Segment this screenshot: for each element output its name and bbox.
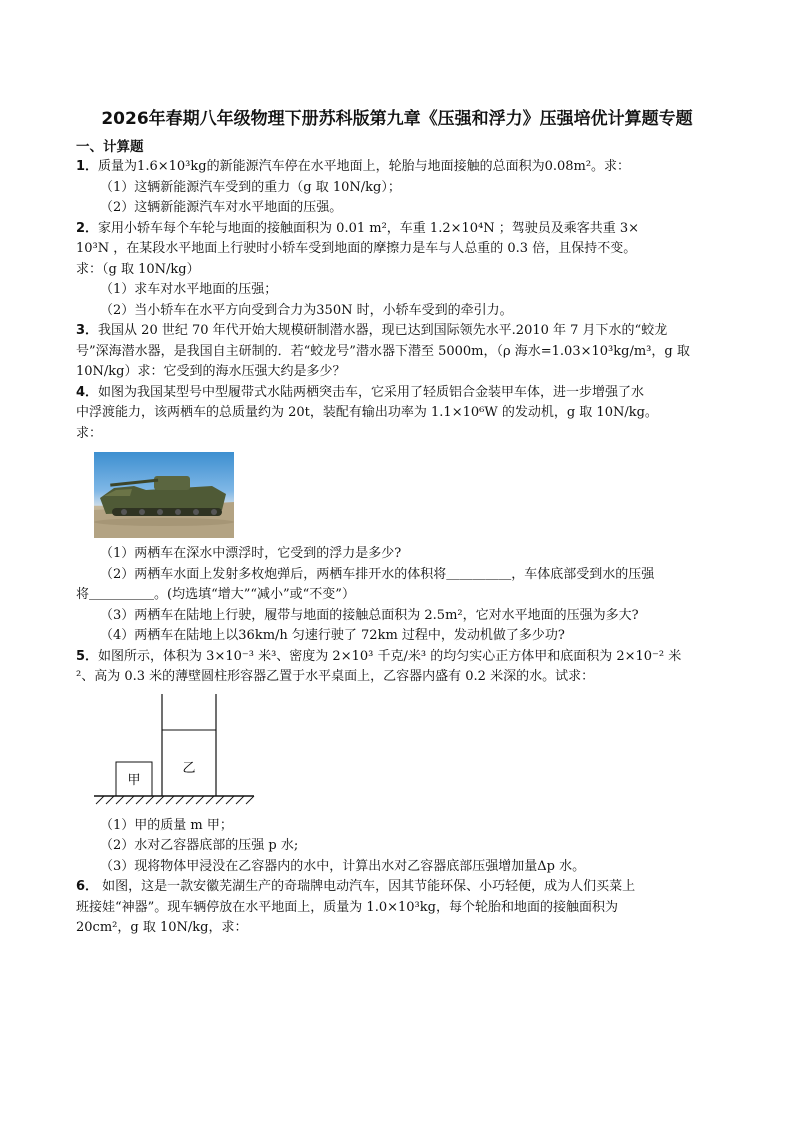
sub-question: （3）现将物体甲浸没在乙容器内的水中，计算出水对乙容器底部压强增加量Δp 水。 [100,858,586,874]
question-number: 1． [76,159,99,174]
question-stem-line: 中浮渡能力，该两栖车的总质量约为 20t，装配有输出功率为 1.1×10⁶W 的发动机，g 取 10N/kg。 [76,405,658,420]
question-3 [76,321,716,383]
question-number: 6． [76,879,99,894]
question-stem-line: 号”深海潜水器，是我国自主研制的．若“蛟龙号”潜水器下潜至 5000m，（ρ 海水=1.03×10³kg/m³，g 取 [76,343,690,359]
sub-question: （2）水对乙容器底部的压强 p 水; [100,838,299,853]
section-heading: 一、计算题 [76,139,144,155]
question-stem-line: 求：（g 取 10N/kg） [76,261,200,277]
question-stem-line: 20cm²，g 取 10N/kg，求： [76,920,248,935]
sub-question: （2）两栖车水面上发射多枚炮弹后，两栖车排开水的体积将＿＿＿＿＿，车体底部受到水的压强 [100,566,655,582]
question-1 [76,157,716,219]
question-stem: 如图所示，体积为 3×10⁻³ 米³、密度为 2×10³ 千克/米³ 的均匀实心正方体甲和底面积为 2×10⁻² 米 [98,648,682,664]
tank-illustration [94,452,234,538]
label-yi: 乙 [182,760,196,776]
question-number: 3． [76,323,99,338]
question-number: 5． [76,648,99,664]
question-number: 2． [76,220,99,236]
question-stem: 如图，这是一款安徽芜湖生产的奇瑞牌电动汽车，因其节能环保、小巧轻便，成为人们买菜上 [98,879,636,894]
question-stem-line: 10N/kg）求：它受到的海水压强大约是多少？ [76,364,346,379]
sub-question: （4）两栖车在陆地上以36km/h 匀速行驶了 72km 过程中，发动机做了多少功? [100,628,565,643]
label-jia: 甲 [127,772,141,788]
sub-question: （1）这辆新能源汽车受到的重力（g 取 10N/kg）； [100,179,401,195]
sub-question: （2）当小轿车在水平方向受到合力为350N 时，小轿车受到的牵引力。 [100,302,513,318]
question-6 [76,877,716,939]
question-2 [76,219,716,322]
amphibious-vehicle-photo [94,452,234,538]
question-stem: 如图为我国某型号中型履带式水陆两栖突击车，它采用了轻质铝合金装甲车体，进一步增强了水 [98,384,645,400]
sub-question: （3）两栖车在陆地上行驶，履带与地面的接触总面积为 2.5m²，它对水平地面的压强为多大? [100,607,639,623]
sub-question: （1）两栖车在深水中漂浮时，它受到的浮力是多少? [100,546,402,561]
document-page [76,104,716,939]
sub-question: （1）甲的质量 m 甲； [100,817,233,833]
question-stem-line: ²、高为 0.3 米的薄壁圆柱形容器乙置于水平桌面上，乙容器内盛有 0.2 米深的水。试求： [76,669,595,684]
question-stem-line: 班接娃“神器”。现车辆停放在水平地面上，质量为 1.0×10³kg，每个轮胎和地面的接触面积为 [76,899,618,915]
container-diagram [94,692,716,814]
question-stem: 质量为1.6×10³kg的新能源汽车停在水平地面上，轮胎与地面接触的总面积为0.08m²。求： [98,159,631,174]
sub-question: （2）这辆新能源汽车对水平地面的压强。 [100,200,343,215]
question-number: 4． [76,384,99,400]
question-stem-line: 10³N ，在某段水平地面上行驶时小轿车受到地面的摩擦力是车与人总重的 0.3 倍，且保持不变。 [76,241,637,256]
sub-question: （1）求车对水平地面的压强； [100,282,278,297]
question-5 [76,647,716,878]
cube-and-container-figure [94,692,264,810]
sub-question-line: 将＿＿＿＿＿。(均选填“增大”“减小”或“不变”） [76,587,355,602]
question-stem-line: 求： [76,425,103,441]
question-stem: 我国从 20 世纪 70 年代开始大规模研制潜水器，现已达到国际领先水平.2010 年 7 月下水的“蛟龙 [98,323,668,338]
question-stem: 家用小轿车每个车轮与地面的接触面积为 0.01 m²，车重 1.2×10⁴N ；驾驶员及乘客共重 3× [98,220,640,236]
question-4 [76,383,716,647]
table-hatching [96,796,254,804]
document-title: 2026年春期八年级物理下册苏科版第九章《压强和浮力》压强培优计算题专题 [101,109,693,129]
